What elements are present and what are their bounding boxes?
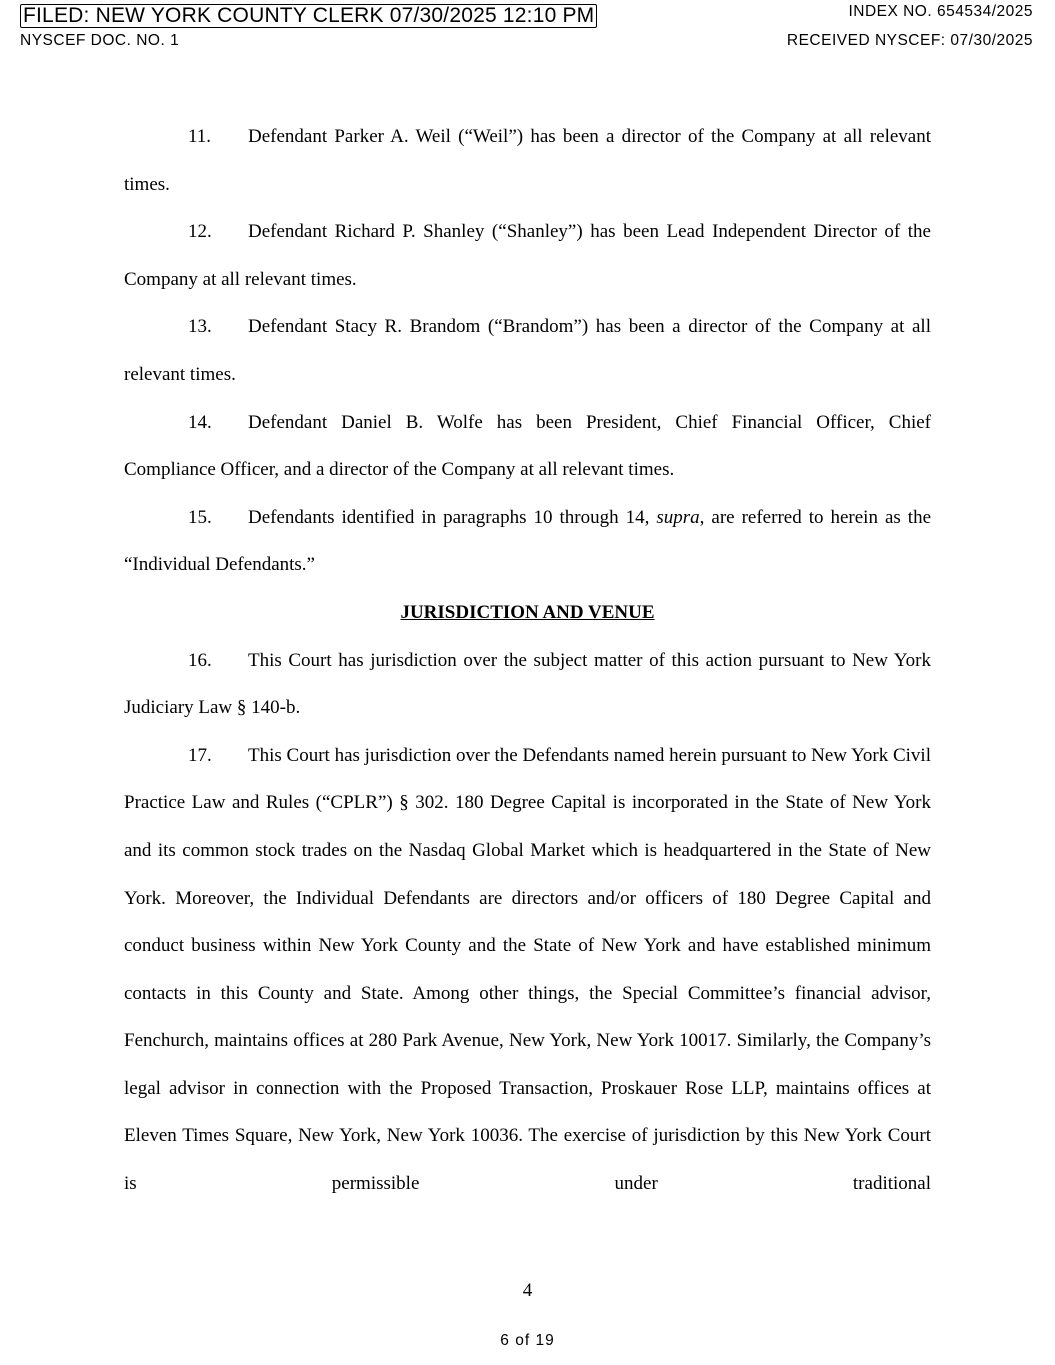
paragraph-text: Defendant Stacy R. Brandom (“Brandom”) has been a director of the Company at all relevant times. (124, 316, 931, 385)
received-date: RECEIVED NYSCEF: 07/30/2025 (786, 32, 1033, 49)
paragraph-17 (124, 732, 931, 1208)
paragraph-15 (124, 494, 931, 589)
paragraph-14 (124, 399, 931, 494)
paragraph-number: 14. (188, 411, 212, 433)
nyscef-doc-number: NYSCEF DOC. NO. 1 (20, 32, 180, 49)
page-number: 4 (522, 1280, 533, 1301)
paragraph-12 (124, 208, 931, 303)
paragraph-number: 13. (188, 316, 212, 338)
paragraph-number: 11. (188, 126, 212, 147)
paragraph-text: , are referred to herein as the “Individual Defendants.” (124, 506, 932, 576)
filed-stamp: FILED: NEW YORK COUNTY CLERK 07/30/2025 12:10 PM (20, 4, 597, 28)
page-count: 6 of 19 (500, 1332, 555, 1349)
paragraph-text-italic: supra (656, 506, 700, 528)
paragraph-13 (124, 303, 931, 398)
paragraph-number: 12. (188, 221, 212, 243)
paragraph-16 (124, 637, 931, 732)
paragraph-text: Defendant Parker A. Weil (“Weil”) has been a director of the Company at all relevant times. (124, 126, 931, 195)
paragraph-text: This Court has jurisdiction over the subject matter of this action pursuant to New York Judiciary Law § 140-b. (124, 649, 931, 719)
paragraph-text: Defendant Richard P. Shanley (“Shanley”) has been Lead Independent Director of the Company at all relevant times. (124, 221, 931, 290)
paragraph-text: Defendant Daniel B. Wolfe has been President, Chief Financial Officer, Chief Compliance Officer, and a director of the Company at all relevant times. (124, 411, 931, 481)
section-heading: JURISDICTION AND VENUE (400, 601, 655, 623)
paragraph-text: This Court has jurisdiction over the Defendants named herein pursuant to New York Civil Practice Law and Rules (“CPLR”) § 302. 180 Degree Capital is incorporated in the State of New York and its common stock trades on the Nasdaq Global Market which is headquartered in the State of New York. Moreover, the Individual Defendants are directors and/or officers of 180 Degree Capital and conduct business within New York County and the State of New York and have established minimum contacts in this County and State. Among other things, the Special Committee’s financial advisor, Fenchurch, maintains offices at 280 Park Avenue, New York, New York 10017. Similarly, the Company’s legal advisor in connection with the Proposed Transaction, Proskauer Rose LLP, maintains offices at Eleven Times Square, New York, New York 10036. The exercise of jurisdiction by this New York Court is permissible under traditional (124, 744, 931, 1195)
paragraph-text: Defendants identified in paragraphs 10 through 14, (248, 506, 657, 528)
index-number: INDEX NO. 654534/2025 (848, 3, 1033, 20)
document-body (124, 113, 931, 1208)
paragraph-number: 17. (188, 744, 212, 766)
paragraph-11 (124, 113, 931, 208)
paragraph-number: 16. (188, 649, 212, 671)
paragraph-number: 15. (188, 506, 212, 528)
